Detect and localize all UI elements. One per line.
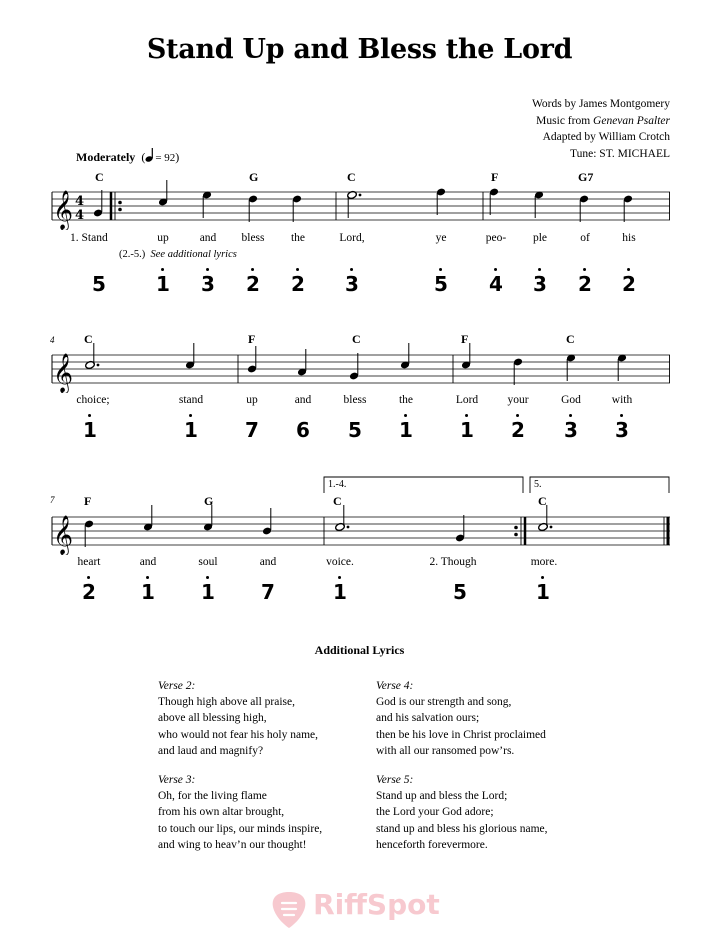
chord-symbol: C	[566, 332, 575, 346]
lyric: and	[259, 556, 277, 568]
logo-text: RiffSpot	[313, 888, 440, 921]
lyric: 1. Stand	[70, 232, 108, 244]
verse-line: and laud and magnify?	[158, 744, 264, 757]
lyric: Lord	[455, 394, 479, 406]
riffspot-logo	[270, 888, 440, 930]
svg-text:4: 4	[75, 208, 85, 223]
time-signature: 4	[75, 194, 85, 209]
lyric: stand	[178, 394, 204, 406]
note	[489, 188, 499, 215]
verse-line: who would not fear his holy name,	[158, 728, 319, 741]
additional-lyrics-heading: Additional Lyrics	[314, 643, 405, 657]
lyric: choice;	[76, 394, 110, 406]
lyric: bless	[241, 232, 265, 244]
lyric: up	[246, 394, 258, 406]
tempo-bpm: = 92	[155, 152, 176, 164]
note	[461, 343, 471, 369]
credits	[532, 96, 670, 162]
chord-symbol: F	[491, 170, 499, 184]
scale-degree: 3	[615, 420, 629, 440]
verse-line: to touch our lips, our minds inspire,	[158, 822, 323, 835]
scale-degree: 5	[92, 272, 106, 296]
note	[335, 505, 350, 532]
scale-degree: 2	[82, 582, 96, 602]
note	[617, 354, 627, 381]
lyric: God	[561, 394, 581, 406]
note	[566, 354, 576, 381]
note	[84, 520, 94, 547]
measure-number: 7	[50, 495, 55, 505]
lyric: with	[611, 394, 633, 406]
lyric: Lord,	[339, 232, 365, 244]
verse-line: and his salvation ours;	[376, 712, 480, 725]
lyric: ple	[532, 232, 548, 244]
verse-line: stand up and bless his glorious name,	[376, 822, 548, 835]
credit-music: Music from Genevan Psalter	[536, 114, 670, 127]
scale-degree: 3	[201, 274, 215, 294]
treble-clef-icon: 𝄞	[53, 515, 74, 555]
staff-system-1	[0, 180, 719, 230]
note	[247, 346, 257, 373]
verse-line: from his own altar brought,	[158, 806, 285, 819]
note	[85, 343, 100, 370]
scale-degree: 1	[141, 582, 155, 602]
lyric: and	[294, 394, 312, 406]
chord-symbol: C	[352, 332, 361, 346]
chord-symbol: C	[347, 170, 356, 184]
chord-symbol: C	[538, 494, 547, 508]
treble-clef-icon: 𝄞	[53, 190, 74, 230]
verse-line: Though high above all praise,	[158, 696, 296, 709]
tempo-label: Moderately	[76, 150, 136, 164]
note	[538, 505, 553, 532]
lyric: your	[507, 394, 529, 406]
verse-line: above all blessing high,	[158, 712, 267, 725]
lyric: and	[139, 556, 157, 568]
note	[534, 191, 544, 218]
note	[623, 195, 633, 222]
measure-number: 4	[50, 335, 55, 345]
lyric: the	[290, 232, 306, 244]
verse-line: henceforth forevermore.	[376, 838, 488, 851]
lyric: his	[622, 232, 636, 244]
lyric: soul	[198, 556, 218, 568]
volta-brackets	[0, 474, 719, 494]
verse-label: Verse 5:	[376, 774, 414, 786]
note	[93, 190, 103, 217]
tempo-marking: Moderately ( = 92)	[76, 150, 180, 164]
scale-degree: 1	[460, 420, 474, 440]
staff-system-2	[0, 343, 719, 393]
scale-degree: 3	[533, 274, 547, 294]
scale-degree: 1	[333, 582, 347, 602]
note	[158, 180, 168, 206]
scale-degree: 1	[201, 582, 215, 602]
verse-block	[158, 772, 322, 853]
lyric: the	[398, 394, 414, 406]
verse-line: and wing to heav’n our thought!	[158, 838, 307, 851]
verse-line: God is our strength and song,	[376, 696, 512, 709]
note	[400, 343, 410, 369]
chord-symbol: G	[204, 494, 214, 508]
lyric: voice.	[326, 556, 354, 568]
lyric: heart	[77, 556, 101, 568]
scale-degree: 2	[291, 274, 305, 294]
note	[292, 195, 302, 222]
scale-degree: 1	[399, 420, 413, 440]
note	[513, 358, 523, 385]
chord-symbol: F	[248, 332, 256, 346]
verse-label: Verse 2:	[158, 680, 196, 692]
verse-label: Verse 3:	[158, 774, 196, 786]
scale-degree: 2	[622, 274, 636, 294]
scale-degree: 3	[345, 274, 359, 294]
chord-symbol: G	[249, 170, 259, 184]
lyric: and	[199, 232, 217, 244]
guitar-pick-icon	[270, 890, 308, 930]
lyric: of	[580, 232, 590, 244]
scale-degree: 3	[564, 420, 578, 440]
scale-degree: 5	[453, 580, 467, 604]
scale-degree: 1	[536, 582, 550, 602]
note	[579, 195, 589, 222]
note	[436, 188, 446, 215]
credit-words: Words by James Montgomery	[531, 98, 670, 110]
chord-symbol: G7	[578, 170, 594, 184]
note	[262, 508, 272, 535]
scale-degree: 2	[511, 420, 525, 440]
page-title: Stand Up and Bless the Lord	[146, 34, 573, 65]
volta-1-label: 1.-4.	[328, 479, 347, 490]
lyric: more.	[530, 556, 558, 568]
verse-line: Oh, for the living flame	[158, 790, 267, 803]
note	[349, 353, 359, 380]
scale-degree: 1	[83, 420, 97, 440]
volta-2-label: 5.	[534, 479, 542, 490]
verse-line: the Lord your God adore;	[376, 806, 494, 819]
lyric-secondary: (2.-5.) See additional lyrics	[119, 249, 237, 260]
verse-line: then be his love in Christ proclaimed	[376, 728, 546, 741]
note	[347, 190, 362, 218]
lyric: ye	[435, 232, 447, 244]
staff-lines	[52, 192, 670, 220]
note	[185, 343, 195, 369]
credit-tune: Tune: ST. MICHAEL	[570, 147, 670, 160]
scale-degree: 7	[261, 580, 275, 604]
chord-symbol: C	[84, 332, 93, 346]
lyric: up	[157, 232, 169, 244]
scale-degree: 4	[489, 274, 503, 294]
scale-degree: 2	[578, 274, 592, 294]
staff-system-3	[0, 505, 719, 555]
scale-degree: 5	[348, 418, 362, 442]
verse-label: Verse 4:	[376, 680, 414, 692]
note	[202, 191, 212, 218]
lyric: bless	[343, 394, 367, 406]
verse-block	[376, 772, 548, 853]
verse-line: Stand up and bless the Lord;	[376, 790, 508, 803]
chord-symbol: C	[333, 494, 342, 508]
credit-adapted: Adapted by William Crotch	[542, 131, 670, 143]
chord-symbol: F	[84, 494, 92, 508]
chord-symbol: C	[95, 170, 104, 184]
scale-degree: 5	[434, 274, 448, 294]
note	[297, 349, 307, 376]
verse-line: with all our ransomed pow’rs.	[376, 744, 515, 757]
note	[143, 505, 153, 531]
scale-degree: 1	[184, 420, 198, 440]
lyric: peo-	[485, 232, 507, 244]
scale-degree: 1	[156, 274, 170, 294]
scale-degree: 7	[245, 418, 259, 442]
note	[203, 505, 213, 531]
verse-block	[158, 678, 318, 759]
note	[455, 515, 465, 542]
lyric: 2. Though	[429, 556, 477, 568]
quarter-note-icon	[145, 148, 155, 162]
chord-symbol: F	[461, 332, 469, 346]
treble-clef-icon: 𝄞	[53, 353, 74, 393]
note	[248, 195, 258, 222]
scale-degree: 6	[296, 418, 310, 442]
scale-degree: 2	[246, 274, 260, 294]
verse-block	[376, 678, 546, 759]
